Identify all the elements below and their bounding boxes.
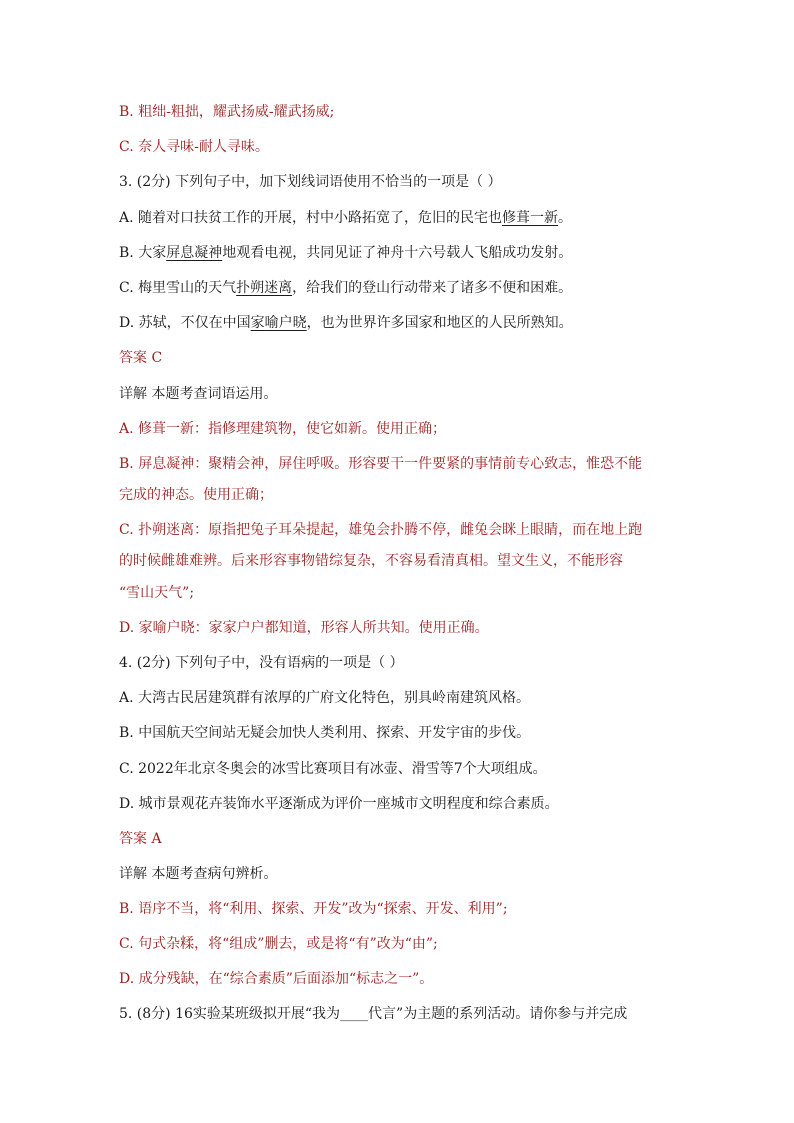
option-text: A. 随着对口扶贫工作的开展，村中小路拓宽了，危旧的民宅也 [119,210,503,226]
q3-option-c [119,278,689,298]
q4-option-b: B. 中国航天空间站无疑会加快人类利用、探索、开发宇宙的步伐。 [119,725,531,741]
option-text: ，给我们的登山行动带来了诸多不便和困难。 [292,280,573,296]
explanation-3-c-line3: “雪山天气”; [119,585,195,601]
option-text: ，也为世界许多国家和地区的人民所熟知。 [306,315,573,331]
question-3: 3. (2分) 下列句子中，加下划线词语使用不恰当的一项是（ ） [119,174,502,190]
underlined-term: 修葺一新 [502,210,559,226]
explanation-3-d: D. 家喻户晓：家家户户都知道，形容人所共知。使用正确。 [119,620,489,636]
option-text: D. 苏轼，不仅在中国 [119,315,251,331]
question-5: 5. (8分) 16实验某班级拟开展“我为____代言”为主题的系列活动。请你参与并完成 [119,1006,628,1022]
q3-option-b [119,243,689,263]
explanation-3-c-line1: C. 扑朔迷离：原指把兔子耳朵提起，雄兔会扑腾不停，雌兔会眯上眼睛，而在地上跑 [119,522,643,538]
explanation-4-b: B. 语序不当，将“利用、探索、开发”改为“探索、开发、利用”; [119,901,508,917]
answer-4: 答案 A [119,831,162,847]
option-text: 。 [558,210,573,226]
option-text: C. 梅里雪山的天气 [119,280,237,296]
explanation-3-b-line2: 完成的神态。使用正确； [119,487,273,503]
q3-option-d [119,313,689,333]
question-4: 4. (2分) 下列句子中，没有语病的一项是（ ） [119,655,404,671]
explanation-3-a: A. 修葺一新：指修理建筑物，使它如新。使用正确； [119,421,447,437]
underlined-term: 扑朔迷离 [236,280,293,296]
option-text: B. 大家 [119,245,167,261]
explanation-4-heading: 详解 本题考查病句辨析。 [119,866,278,882]
explanation-3-heading: 详解 本题考查词语运用。 [119,386,278,402]
q4-option-d: D. 城市景观花卉装饰水平逐渐成为评价一座城市文明程度和综合素质。 [119,796,559,812]
underlined-term: 屏息凝神 [166,245,223,261]
explanation-3-c-line2: 的时候雌雄难辨。后来形容事物错综复杂，不容易看清真相。望文生义，不能形容 [119,553,623,569]
explanation-4-c: C. 句式杂糅，将“组成”删去，或是将“有”改为“由”; [119,936,438,952]
q4-option-a: A. 大湾古民居建筑群有浓厚的广府文化特色，别具岭南建筑风格。 [119,690,531,706]
answer-3: 答案 C [119,350,163,366]
explanation-3-b-line1: B. 屏息凝神：聚精会神，屏住呼吸。形容要干一件要紧的事情前专心致志，惟恐不能 [119,456,643,472]
option-text: 地观看电视，共同见证了神舟十六号载人飞船成功发射。 [222,245,573,261]
explanation-4-d: D. 成分残缺，在“综合素质”后面添加“标志之一”。 [119,971,434,987]
q4-option-c: C. 2022年北京冬奥会的冰雪比赛项目有冰壶、滑雪等7个大项组成。 [119,761,547,777]
underlined-term: 家喻户晓 [250,315,307,331]
q3-option-a [119,208,689,228]
option-line-b: B. 粗绌-粗拙，耀武扬威-耀武扬威; [119,104,335,120]
option-line-c: C. 奈人寻味-耐人寻味。 [119,139,269,155]
